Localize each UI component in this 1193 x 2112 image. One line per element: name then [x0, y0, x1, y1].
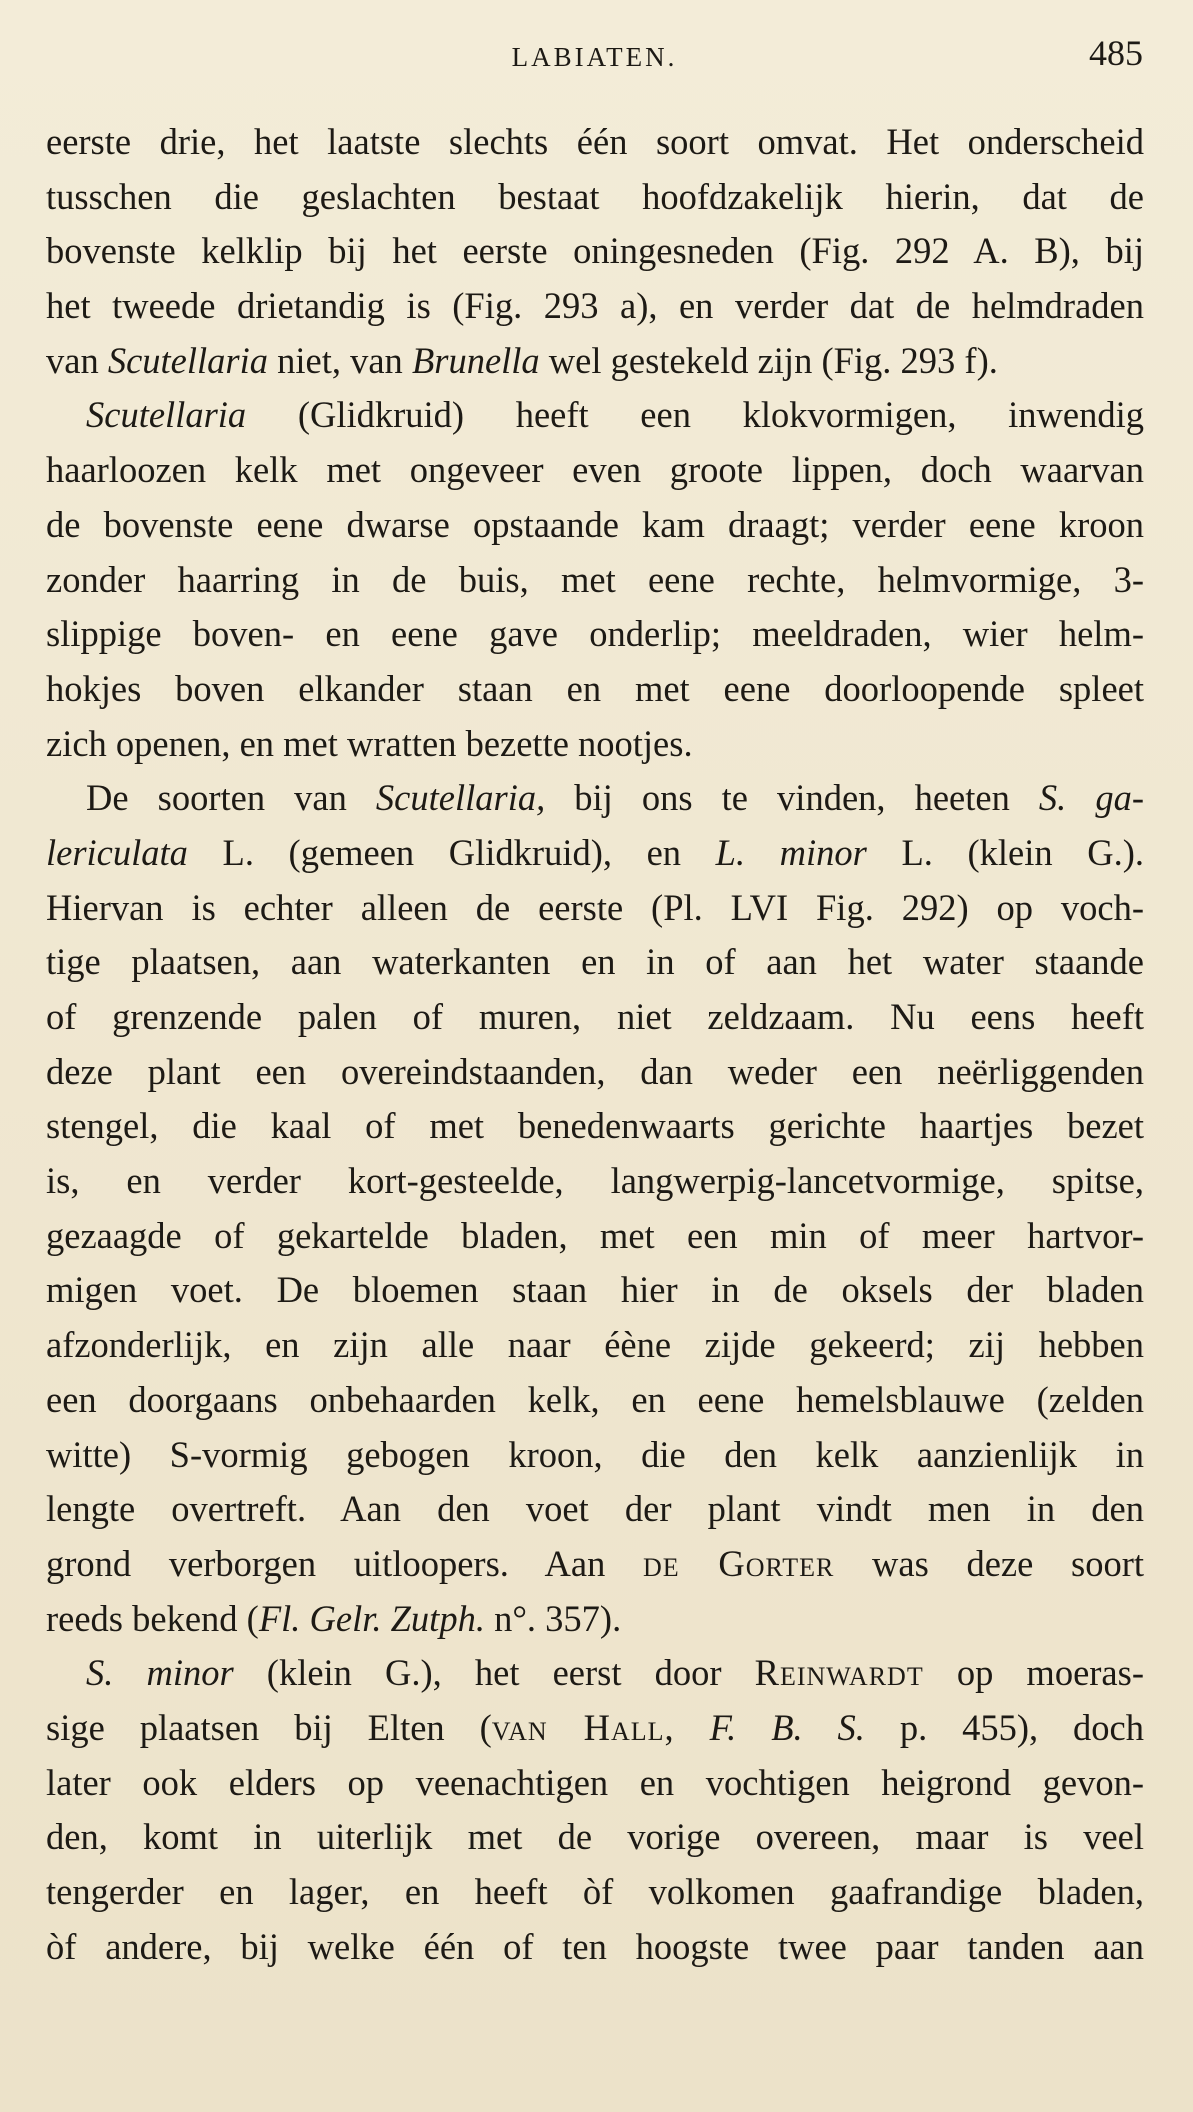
running-head: LABIATEN. — [511, 42, 678, 72]
text-line — [46, 826, 1144, 881]
text-line — [46, 1537, 1144, 1592]
text-line — [46, 1099, 1144, 1154]
text-line — [46, 443, 1144, 498]
text-line — [46, 881, 1144, 936]
text-segment: hokjes boven elkander staan en met eene doorloopende spleet — [46, 667, 1144, 709]
text-segment: bovenste kelklip bij het eerste oningesneden (Fig. 292 A. B), bij — [46, 230, 1144, 272]
italic-text: L. minor — [715, 831, 867, 873]
italic-text: S. minor — [86, 1652, 234, 1694]
text-segment: op moeras- — [923, 1652, 1144, 1694]
text-line — [46, 935, 1144, 990]
text-segment: van — [46, 339, 108, 381]
text-segment: tengerder en lager, en heeft òf volkomen gaafrandige bladen, — [46, 1871, 1144, 1912]
page-number: 485 — [1089, 33, 1143, 73]
text-segment: witte) S-vormig gebogen kroon, die den kelk aanzienlijk in — [46, 1433, 1144, 1475]
body-text — [46, 115, 1144, 1974]
italic-text: F. B. S. — [709, 1706, 865, 1748]
page-header — [46, 30, 1143, 90]
text-segment: zich openen, en met wratten bezette nootjes. — [46, 722, 693, 764]
text-line — [46, 1592, 1144, 1647]
text-line — [46, 224, 1144, 279]
text-line — [46, 1263, 1144, 1318]
text-line — [46, 115, 1144, 170]
text-segment: tige plaatsen, aan waterkanten en in of aan het water staande — [46, 941, 1144, 983]
text-segment: p. 455), doch — [864, 1706, 1145, 1748]
text-segment: gezaagde of gekartelde bladen, met een min of meer hartvor- — [46, 1214, 1144, 1256]
text-segment — [675, 1707, 710, 1748]
italic-text: Brunella — [411, 339, 540, 381]
small-caps-name: Reinwardt — [754, 1652, 924, 1694]
text-line — [46, 1154, 1144, 1209]
text-segment: L. (gemeen Glidkruid), en — [187, 831, 716, 873]
text-segment: of grenzende palen of muren, niet zeldzaam. Nu eens heeft — [46, 996, 1144, 1037]
text-segment: L. (klein G.). — [866, 831, 1145, 873]
text-segment: De soorten van — [86, 777, 376, 819]
text-segment: reeds bekend ( — [46, 1597, 259, 1639]
text-segment: deze plant een overeindstaanden, dan weder een neërliggenden — [46, 1050, 1144, 1092]
text-line — [46, 1428, 1144, 1483]
text-segment: later ook elders op veenachtigen en vochtigen heigrond gevon- — [46, 1761, 1144, 1803]
text-segment: eerste drie, het laatste slechts één soort omvat. Het onderscheid — [46, 121, 1144, 162]
text-segment: de bovenste eene dwarse opstaande kam draagt; verder eene kroon — [46, 503, 1144, 545]
text-segment: grond verborgen uitloopers. Aan — [46, 1542, 644, 1584]
text-line — [46, 771, 1144, 826]
text-line — [46, 1045, 1144, 1100]
text-segment: niet, van — [268, 339, 412, 381]
text-line — [46, 279, 1144, 334]
text-segment: sige plaatsen bij Elten ( — [46, 1706, 492, 1748]
text-segment: afzonderlijk, en zijn alle naar éène zijde gekeerd; zij hebben — [46, 1324, 1144, 1366]
text-line — [46, 170, 1144, 225]
text-segment: n°. 357). — [484, 1597, 622, 1639]
text-line — [46, 1756, 1144, 1811]
text-segment: bij ons te vinden, heeten — [545, 777, 1039, 819]
text-line — [46, 498, 1144, 553]
text-segment: het tweede drietandig is (Fig. 293 a), en verder dat de helmdraden — [46, 285, 1144, 327]
text-segment: tusschen die geslachten bestaat hoofdzakelijk hierin, dat de — [46, 175, 1144, 217]
italic-text: S. ga- — [1038, 777, 1145, 819]
text-segment: Hiervan is echter alleen de eerste (Pl. LVI Fig. 292) op voch- — [46, 886, 1144, 928]
text-line — [46, 334, 1144, 389]
text-line — [46, 1482, 1144, 1537]
italic-text: Scutellaria — [86, 394, 247, 436]
text-segment: (klein G.), het eerst door — [233, 1652, 755, 1694]
text-segment: stengel, die kaal of met benedenwaarts gerichte haartjes bezet — [46, 1105, 1144, 1147]
text-segment: òf andere, bij welke één of ten hoogste twee paar tanden aan — [46, 1925, 1144, 1967]
text-line — [46, 1701, 1144, 1756]
small-caps-name: van Hall, — [491, 1706, 675, 1748]
italic-text: lericulata — [46, 831, 188, 873]
italic-text: Scutellaria, — [375, 777, 546, 819]
text-segment: migen voet. De bloemen staan hier in de oksels der bladen — [46, 1269, 1144, 1311]
text-line — [46, 1810, 1144, 1865]
text-line — [46, 553, 1144, 608]
italic-text: Fl. Gelr. Zutph. — [258, 1597, 485, 1639]
text-line — [46, 1865, 1144, 1920]
text-line — [46, 717, 1144, 772]
text-segment: (Glidkruid) heeft een klokvormigen, inwendig — [246, 394, 1144, 436]
text-line — [46, 1209, 1144, 1264]
text-line — [46, 1646, 1144, 1701]
text-line — [46, 990, 1144, 1045]
text-line — [46, 1920, 1144, 1975]
text-segment: een doorgaans onbehaarden kelk, en eene hemelsblauwe (zelden — [46, 1378, 1144, 1420]
small-caps-name: de Gorter — [643, 1542, 835, 1584]
text-segment: zonder haarring in de buis, met eene rechte, helmvormige, 3- — [46, 558, 1144, 600]
text-segment: wel gestekeld zijn (Fig. 293 f). — [539, 339, 998, 381]
text-line — [46, 607, 1144, 662]
text-line — [46, 662, 1144, 717]
text-segment: den, komt in uiterlijk met de vorige overeen, maar is veel — [46, 1816, 1144, 1858]
text-segment: slippige boven- en eene gave onderlip; meeldraden, wier helm- — [46, 613, 1144, 655]
text-line — [46, 1373, 1144, 1428]
text-segment: lengte overtreft. Aan den voet der plant vindt men in den — [46, 1488, 1144, 1530]
text-line — [46, 388, 1144, 443]
text-line — [46, 1318, 1144, 1373]
italic-text: Scutellaria — [107, 339, 268, 381]
text-segment: haarloozen kelk met ongeveer even groote lippen, doch waarvan — [46, 449, 1144, 491]
text-segment: is, en verder kort-gesteelde, langwerpig-lancetvormige, spitse, — [46, 1160, 1144, 1202]
text-segment: was deze soort — [834, 1542, 1145, 1584]
